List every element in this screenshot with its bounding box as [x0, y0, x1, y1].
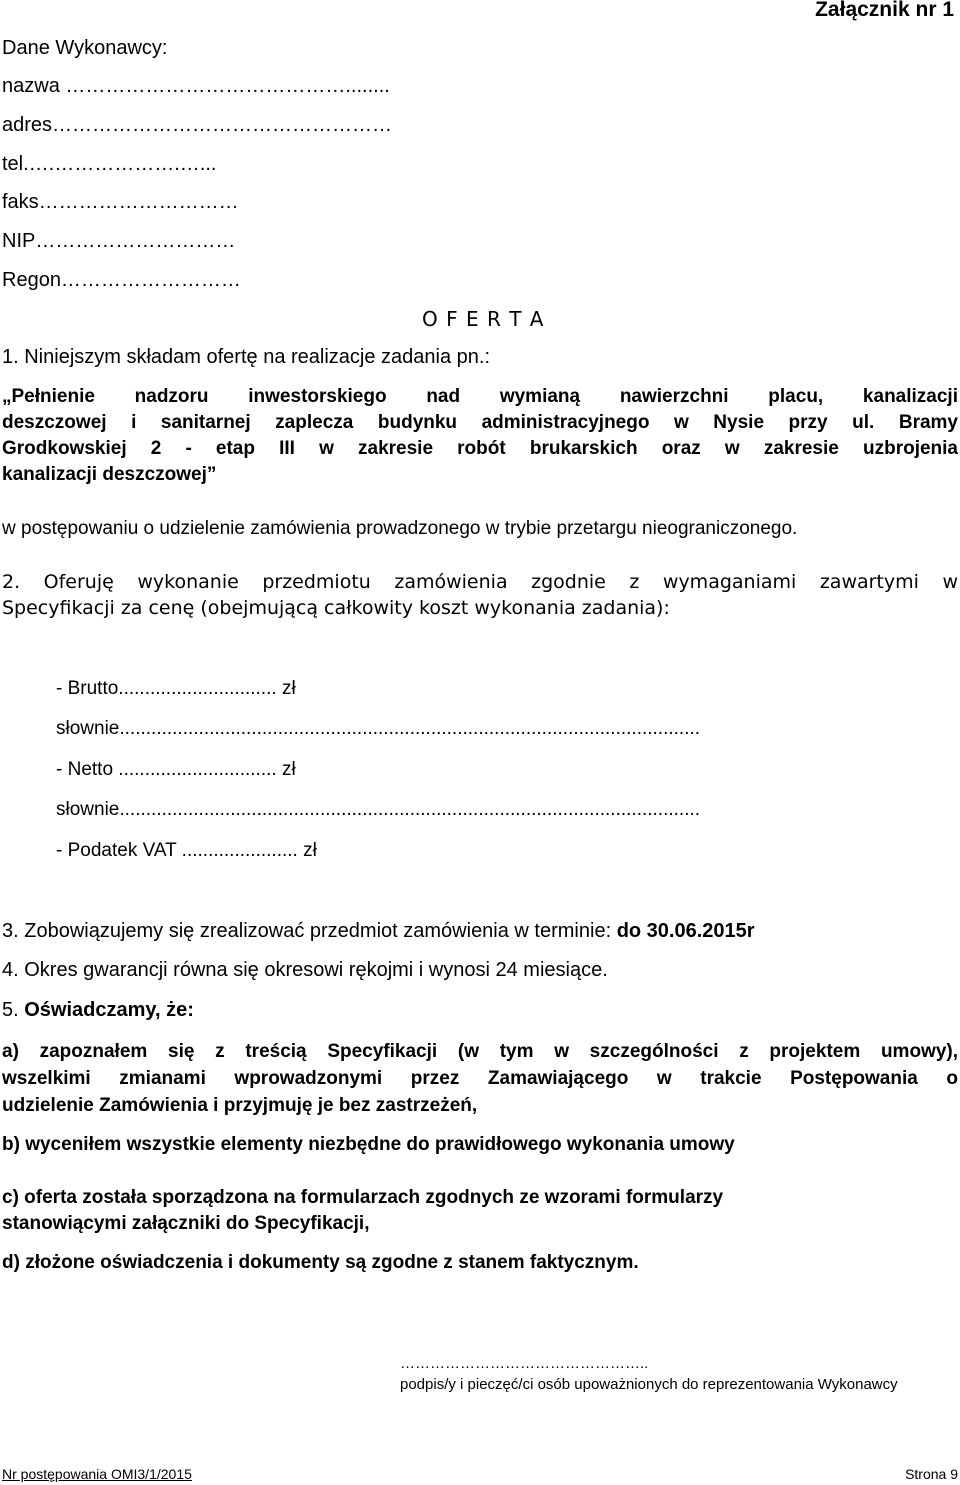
net-words-field: słownie.............................................................................................................. — [56, 799, 701, 820]
point-2-line-2: Specyfikacji za cenę (obejmującą całkowity koszt wykonania zadania): — [2, 597, 670, 619]
contractor-phone-field: tel.….……………….…... — [2, 153, 217, 175]
point-5 — [2, 999, 194, 1022]
declaration-c-line-1: c) oferta została sporządzona na formularzach zgodnych ze wzorami formularzy — [2, 1187, 724, 1208]
point-5-title: Oświadczamy, że: — [24, 999, 194, 1021]
task-title-line-3: Grodkowskiej 2 - etap III w zakresie robót brukarskich oraz w zakresie uzbrojenia — [2, 438, 958, 459]
task-title-line-1: „Pełnienie nadzoru inwestorskiego nad wymianą nawierzchni placu, kanalizacji — [2, 386, 958, 407]
declaration-b: b) wyceniłem wszystkie elementy niezbędne do prawidłowego wykonania umowy — [2, 1134, 735, 1155]
declaration-d: d) złożone oświadczenia i dokumenty są zgodne z stanem faktycznym. — [2, 1252, 639, 1273]
declaration-a-line-3: udzielenie Zamówienia i przyjmuję je bez zastrzeżeń, — [2, 1095, 478, 1116]
footer-page-number: Strona 9 — [905, 1466, 958, 1482]
contractor-nip-field: NIP………………………… — [2, 230, 236, 252]
signature-dots: ………………………………………….. — [400, 1355, 649, 1372]
point-2-line-1: 2. Oferuję wykonanie przedmiotu zamówienia zgodnie z wymaganiami zawartymi w — [2, 571, 958, 593]
declaration-c-line-2: stanowiącymi załączniki do Specyfikacji, — [2, 1213, 370, 1234]
contractor-fax-field: faks………………………… — [2, 191, 239, 213]
attachment-label: Załącznik nr 1 — [815, 0, 954, 21]
procedure-text: w postępowaniu o udzielenie zamówienia prowadzonego w trybie przetargu nieograniczonego. — [2, 518, 798, 539]
gross-words-field: słownie.............................................................................................................. — [56, 718, 701, 739]
contractor-name-field: nazwa ……………………………………........ — [2, 75, 390, 97]
point-5-number: 5. — [2, 999, 25, 1021]
point-1-intro: 1. Niniejszym składam ofertę na realizacje zadania pn.: — [2, 346, 491, 368]
contractor-heading: Dane Wykonawcy: — [2, 37, 168, 59]
declaration-a-line-1: a) zapoznałem się z treścią Specyfikacji (w tym w szczególności z projektem umowy), — [2, 1041, 958, 1062]
task-title-line-4: kanalizacji deszczowej” — [2, 464, 217, 485]
task-title-line-2: deszczowej i sanitarnej zaplecza budynku administracyjnego w Nysie przy ul. Bramy — [2, 412, 958, 433]
point-4: 4. Okres gwarancji równa się okresowi rękojmi i wynosi 24 miesiące. — [2, 959, 608, 981]
contractor-regon-field: Regon……………………… — [2, 269, 241, 291]
declaration-a-line-2: wszelkimi zmianami wprowadzonymi przez Zamawiającego w trakcie Postępowania o — [2, 1068, 958, 1089]
contractor-address-field: adres…………………………………………… — [2, 114, 393, 136]
deadline-value: do 30.06.2015r — [616, 920, 755, 942]
footer-procedure-number: Nr postępowania OMI3/1/2015 — [2, 1466, 192, 1482]
point-3-text: 3. Zobowiązujemy się zrealizować przedmiot zamówienia w terminie: — [2, 920, 617, 942]
offer-title: O F E R T A — [422, 307, 545, 331]
signature-caption: podpis/y i pieczęć/ci osób upoważnionych do reprezentowania Wykonawcy — [400, 1376, 898, 1393]
gross-price-field: - Brutto.............................. zł — [56, 678, 296, 699]
net-price-field: - Netto .............................. zł — [56, 759, 296, 780]
point-3 — [2, 920, 755, 943]
vat-field: - Podatek VAT ...................... zł — [56, 840, 317, 861]
